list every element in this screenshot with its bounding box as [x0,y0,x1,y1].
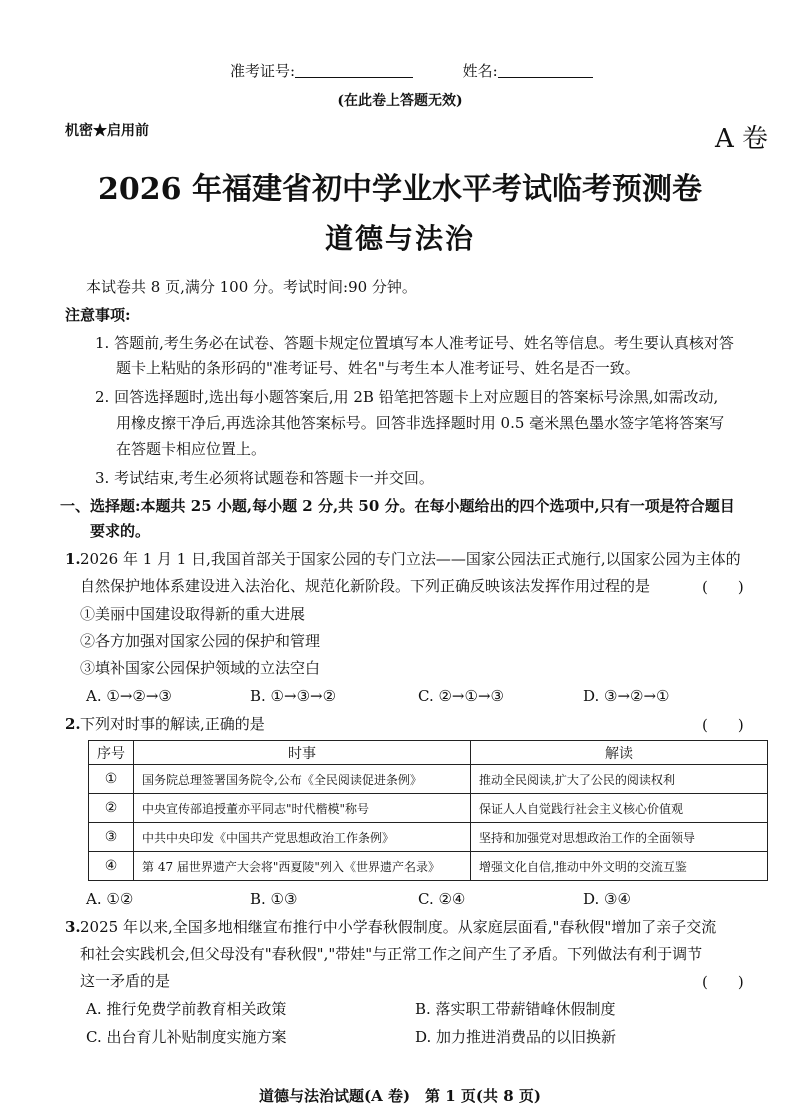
q3-number: 3. [65,918,81,936]
q2-stem: 下列对时事的解读,正确的是 [80,715,265,733]
table-cell-index: ③ [89,823,134,852]
table-cell-index: ② [89,794,134,823]
q2-table [88,740,768,881]
q1-number: 1. [65,550,81,568]
table-cell-index: ④ [89,852,134,881]
section-heading-cont: 要求的。 [90,522,151,540]
paper-version: A 卷 [715,124,769,154]
q3-stem: 这一矛盾的是 [80,972,171,990]
table-header-cell: 时事 [134,741,471,765]
name-label: 姓名: [462,62,498,80]
q3-stem: 2025 年以来,全国多地相继宣布推行中小学春秋假制度。从家庭层面看,"春秋假"增加了亲子交流 [80,918,717,936]
table-row [89,852,768,881]
table-row [89,765,768,794]
q2-option-b[interactable]: B. ①③ [250,890,298,908]
exam-subject: 道德与法治 [324,222,475,255]
table-header-cell: 序号 [89,741,134,765]
q3-stem: 和社会实践机会,但父母没有"春秋假","带娃"与正常工作之间产生了矛盾。下列做法有利于调节 [80,945,703,963]
q1-item: ③填补国家公园保护领域的立法空白 [80,659,321,677]
notice-line: 3. 考试结束,考生必须将试题卷和答题卡一并交回。 [95,469,434,487]
q3-option-d[interactable]: D. 加力推进消费品的以旧换新 [415,1028,617,1046]
q3-option-a[interactable]: A. 推行免费学前教育相关政策 [86,1000,287,1018]
q1-option-c[interactable]: C. ②→①→③ [418,687,504,705]
q1-option-b[interactable]: B. ①→③→② [250,687,337,705]
exam-title: 2026 年福建省初中学业水平考试临考预测卷 [98,172,702,207]
section-heading: 一、选择题:本题共 25 小题,每小题 2 分,共 50 分。在每小题给出的四个选项中,只有一项是符合题目 [60,497,735,515]
notice-line: 2. 回答选择题时,选出每小题答案后,用 2B 铅笔把答题卡上对应题目的答案标号涂黑,如需改动, [95,388,719,406]
table-cell-event: 国务院总理签署国务院令,公布《全民阅读促进条例》 [134,765,471,794]
table-cell-interpretation: 推动全民阅读,扩大了公民的阅读权利 [471,765,768,794]
table-cell-interpretation: 保证人人自觉践行社会主义核心价值观 [471,794,768,823]
q1-option-a[interactable]: A. ①→②→③ [86,687,172,705]
notice-line: 1. 答题前,考生务必在试卷、答题卡规定位置填写本人准考证号、姓名等信息。考生要认真核对答 [95,334,734,352]
notice-line: 题卡上粘贴的条形码的"准考证号、姓名"与考生本人准考证号、姓名是否一致。 [116,359,640,377]
table-cell-interpretation: 坚持和加强党对思想政治工作的全面领导 [471,823,768,852]
exam-intro: 本试卷共 8 页,满分 100 分。考试时间:90 分钟。 [86,278,417,296]
notice-line: 用橡皮擦干净后,再选涂其他答案标号。回答非选择题时用 0.5 毫米黑色墨水签字笔将答案写 [116,414,725,432]
q3-answer-paren[interactable]: ( ) [702,973,744,991]
q1-stem: 自然保护地体系建设进入法治化、规范化新阶段。下列正确反映该法发挥作用过程的是 [80,577,651,595]
table-header-cell: 解读 [471,741,768,765]
notice-heading: 注意事项: [65,306,131,324]
q2-option-d[interactable]: D. ③④ [583,890,631,908]
table-cell-event: 中共中央印发《中国共产党思想政治工作条例》 [134,823,471,852]
invalid-note: (在此卷上答题无效) [337,93,463,109]
table-header-row [89,741,768,765]
q2-option-c[interactable]: C. ②④ [418,890,466,908]
table-cell-index: ① [89,765,134,794]
table-cell-interpretation: 增强文化自信,推动中外文明的交流互鉴 [471,852,768,881]
q1-stem: 2026 年 1 月 1 日,我国首部关于国家公园的专门立法——国家公园法正式施行,以国家公园为主体的 [80,550,741,568]
q2-answer-paren[interactable]: ( ) [702,716,744,734]
notice-line: 在答题卡相应位置上。 [116,440,267,458]
page-footer: 道德与法治试题(A 卷) 第 1 页(共 8 页) [258,1087,541,1105]
candidate-no-label: 准考证号: [230,62,296,80]
candidate-info [230,60,593,81]
table-row [89,794,768,823]
q2-option-a[interactable]: A. ①② [86,890,134,908]
q1-item: ①美丽中国建设取得新的重大进展 [80,605,306,623]
table-cell-event: 中央宣传部追授董亦平同志"时代楷模"称号 [134,794,471,823]
q1-answer-paren[interactable]: ( ) [702,578,744,596]
candidate-no-blank[interactable] [295,61,413,78]
q3-option-c[interactable]: C. 出台育儿补贴制度实施方案 [86,1028,287,1046]
table-row [89,823,768,852]
q1-item: ②各方加强对国家公园的保护和管理 [80,632,321,650]
q1-option-d[interactable]: D. ③→②→① [583,687,670,705]
table-cell-event: 第 47 届世界遗产大会将"西夏陵"列入《世界遗产名录》 [134,852,471,881]
name-blank[interactable] [498,61,593,78]
q2-number: 2. [65,715,81,733]
q3-option-b[interactable]: B. 落实职工带薪错峰休假制度 [415,1000,616,1018]
secret-label: 机密★启用前 [65,123,149,139]
